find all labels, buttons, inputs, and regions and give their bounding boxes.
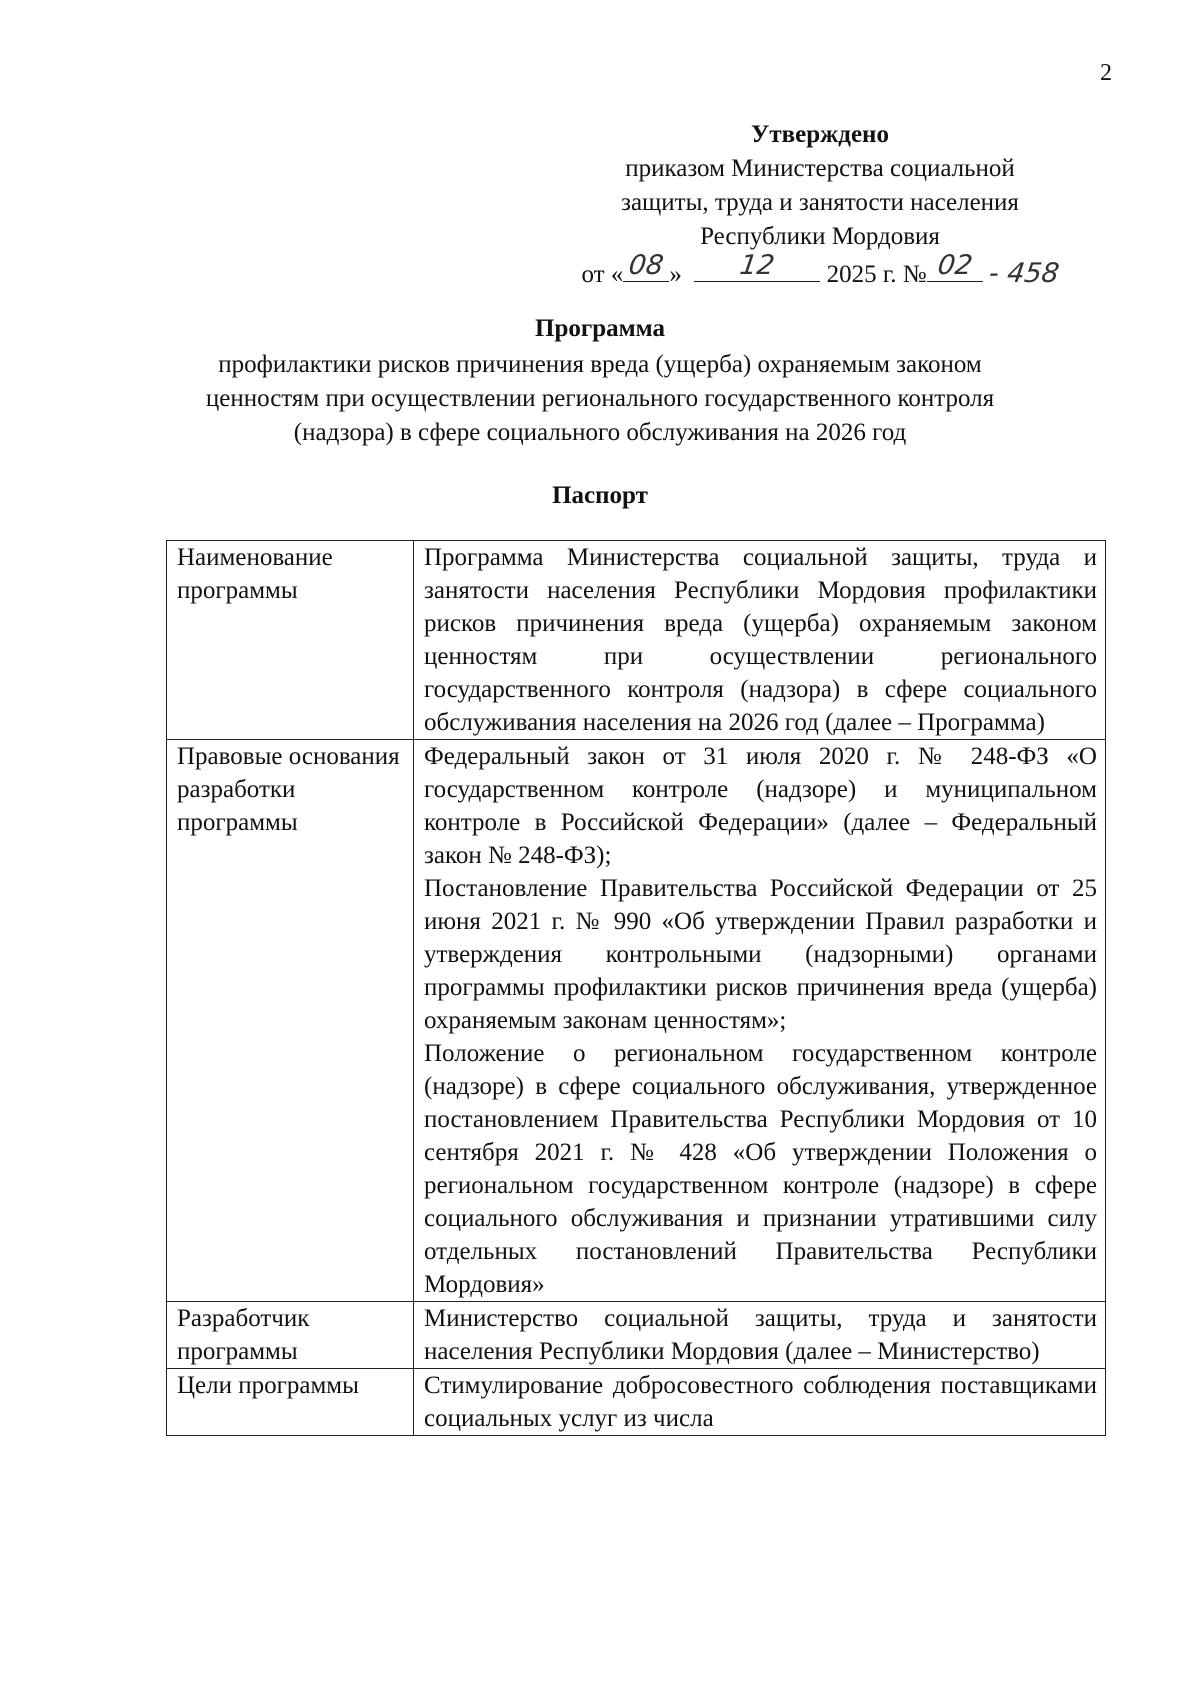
table-row bbox=[167, 541, 1106, 740]
table-row bbox=[167, 1302, 1106, 1369]
row-content bbox=[414, 1302, 1106, 1369]
handwritten-order-number: 02 bbox=[935, 250, 975, 281]
row-label: Разработчик программы bbox=[167, 1302, 414, 1369]
date-prefix: от « bbox=[581, 261, 624, 288]
approval-line-2: защиты, труда и занятости населения bbox=[621, 189, 1019, 216]
row-paragraph: Программа Министерства социальной защиты, труда и занятости населения Республики Мордовия профилактики рисков причинения вреда (ущерба) охраняемым законом ценностям при осуществлении регионального государственного контроля (надзора) в сфере социального обслуживания населения на 2026 год (далее – Программа) bbox=[424, 544, 1097, 736]
approval-stamp bbox=[560, 118, 1080, 292]
row-content bbox=[414, 541, 1106, 740]
row-label: Цели программы bbox=[167, 1369, 414, 1436]
row-label: Наименование программы bbox=[167, 541, 414, 740]
program-heading: Программа bbox=[535, 315, 665, 342]
approval-line-1: приказом Министерства социальной bbox=[625, 155, 1015, 182]
row-content bbox=[414, 740, 1106, 1302]
program-title bbox=[140, 312, 1060, 450]
page-number: 2 bbox=[1100, 60, 1112, 86]
row-content bbox=[414, 1369, 1106, 1436]
approval-heading: Утверждено bbox=[751, 121, 889, 148]
approval-date-line bbox=[560, 250, 1080, 292]
handwritten-month: 12 bbox=[738, 250, 777, 281]
month-field bbox=[694, 250, 820, 282]
order-number-field bbox=[927, 250, 983, 282]
program-subtitle-line-1: профилактики рисков причинения вреда (ущерба) охраняемым законом bbox=[218, 351, 982, 378]
passport-table bbox=[166, 540, 1106, 1436]
row-paragraph: Федеральный закон от 31 июля 2020 г. № 248-ФЗ «О государственном контроле (надзоре) и муниципальном контроле в Российской Федерации» (далее – Федеральный закон № 248-ФЗ); bbox=[424, 743, 1097, 869]
row-paragraph: Постановление Правительства Российской Федерации от 25 июня 2021 г. № 990 «Об утверждении Правил разработки и утверждения контрольными (надзорными) органами программы профилактики рисков причинения вреда (ущерба) охраняемым законам ценностям»; bbox=[424, 875, 1097, 1034]
approval-line-3: Республики Мордовия bbox=[700, 223, 940, 250]
row-paragraph: Положение о региональном государственном контроле (надзоре) в сфере социального обслуживания, утвержденное постановлением Правительства Республики Мордовия от 10 сентября 2021 г. № 428 «Об утверждении Положения о региональном государственном контроле (надзоре) в сфере социального обслуживания и признании утратившими силу отдельных постановлений Правительства Республики Мордовия» bbox=[424, 1040, 1097, 1298]
table-row bbox=[167, 1369, 1106, 1436]
program-subtitle-line-3: (надзора) в сфере социального обслуживания на 2026 год bbox=[293, 419, 907, 446]
handwritten-day: 08 bbox=[627, 250, 666, 281]
passport-heading: Паспорт bbox=[552, 482, 648, 509]
program-subtitle-line-2: ценностям при осуществлении регионального государственного контроля bbox=[205, 385, 995, 412]
row-paragraph: Стимулирование добросовестного соблюдения поставщиками социальных услуг из числа bbox=[424, 1372, 1097, 1432]
row-paragraph: Министерство социальной защиты, труда и занятости населения Республики Мордовия (далее – Министерство) bbox=[424, 1305, 1097, 1365]
row-label: Правовые основания разработки программы bbox=[167, 740, 414, 1302]
day-field bbox=[623, 250, 669, 282]
date-mid: » bbox=[669, 261, 682, 288]
date-year: 2025 г. № bbox=[826, 261, 927, 288]
handwritten-order-tail: - 458 bbox=[986, 258, 1061, 289]
table-row bbox=[167, 740, 1106, 1302]
